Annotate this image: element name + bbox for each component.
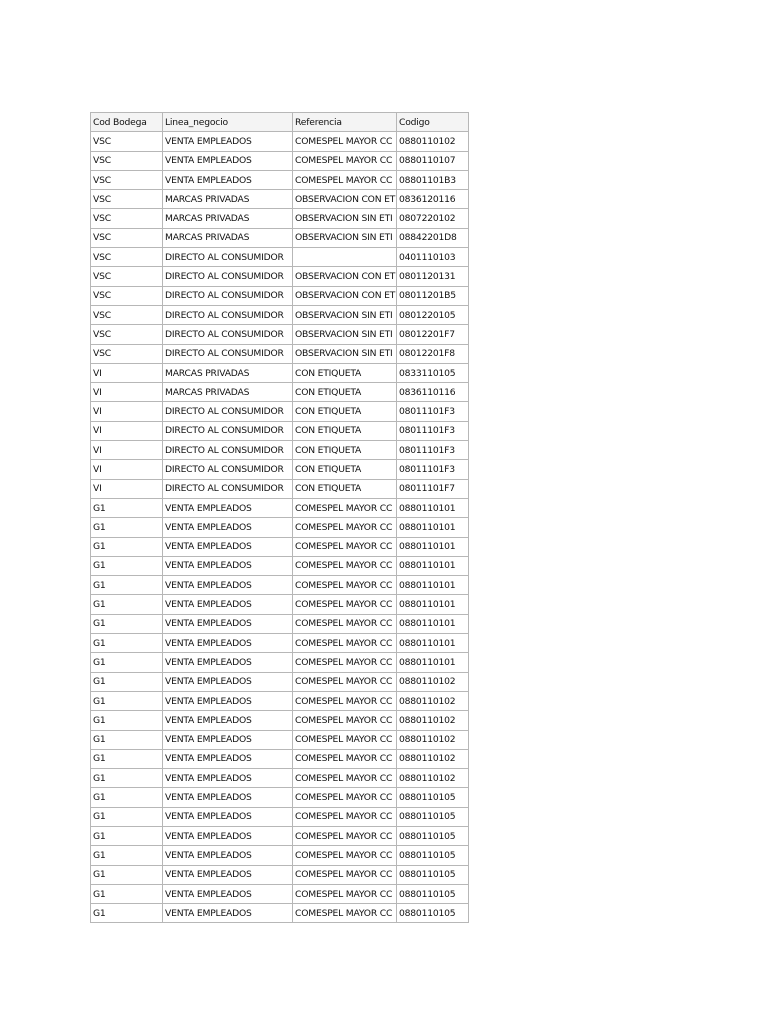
- referencia-cell: OBSERVACION SIN ETI: [293, 325, 397, 344]
- codigo-cell: 0880110101: [397, 498, 469, 517]
- table-row: [91, 267, 469, 286]
- referencia-cell: OBSERVACION CON ET: [293, 190, 397, 209]
- codigo-cell: 0880110102: [397, 132, 469, 151]
- codigo-cell: 0880110102: [397, 672, 469, 691]
- table-row: [91, 576, 469, 595]
- referencia-cell: COMESPEL MAYOR CC: [293, 556, 397, 575]
- linea-negocio-cell: DIRECTO AL CONSUMIDOR: [163, 460, 293, 479]
- header-codigo: Codigo: [397, 113, 469, 132]
- cod-bodega-cell: VSC: [91, 344, 163, 363]
- referencia-cell: CON ETIQUETA: [293, 383, 397, 402]
- cod-bodega-cell: VSC: [91, 132, 163, 151]
- table-row: [91, 846, 469, 865]
- referencia-cell: COMESPEL MAYOR CC: [293, 170, 397, 189]
- referencia-cell: COMESPEL MAYOR CC: [293, 807, 397, 826]
- table-row: [91, 248, 469, 267]
- referencia-cell: COMESPEL MAYOR CC: [293, 653, 397, 672]
- linea-negocio-cell: VENTA EMPLEADOS: [163, 711, 293, 730]
- linea-negocio-cell: VENTA EMPLEADOS: [163, 537, 293, 556]
- referencia-cell: CON ETIQUETA: [293, 363, 397, 382]
- linea-negocio-cell: DIRECTO AL CONSUMIDOR: [163, 402, 293, 421]
- referencia-cell: COMESPEL MAYOR CC: [293, 691, 397, 710]
- referencia-cell: COMESPEL MAYOR CC: [293, 595, 397, 614]
- referencia-cell: COMESPEL MAYOR CC: [293, 730, 397, 749]
- cod-bodega-cell: VI: [91, 363, 163, 382]
- cod-bodega-cell: G1: [91, 807, 163, 826]
- linea-negocio-cell: VENTA EMPLEADOS: [163, 576, 293, 595]
- cod-bodega-cell: VSC: [91, 190, 163, 209]
- linea-negocio-cell: VENTA EMPLEADOS: [163, 730, 293, 749]
- linea-negocio-cell: VENTA EMPLEADOS: [163, 884, 293, 903]
- referencia-cell: OBSERVACION CON ET: [293, 267, 397, 286]
- codigo-cell: 0836120116: [397, 190, 469, 209]
- linea-negocio-cell: VENTA EMPLEADOS: [163, 498, 293, 517]
- linea-negocio-cell: VENTA EMPLEADOS: [163, 132, 293, 151]
- codigo-cell: 08011101F7: [397, 479, 469, 498]
- table-row: [91, 826, 469, 845]
- codigo-cell: 08011101F3: [397, 460, 469, 479]
- codigo-cell: 08011101F3: [397, 441, 469, 460]
- referencia-cell: COMESPEL MAYOR CC: [293, 769, 397, 788]
- linea-negocio-cell: VENTA EMPLEADOS: [163, 846, 293, 865]
- linea-negocio-cell: VENTA EMPLEADOS: [163, 691, 293, 710]
- codigo-cell: 0807220102: [397, 209, 469, 228]
- cod-bodega-cell: VSC: [91, 209, 163, 228]
- linea-negocio-cell: VENTA EMPLEADOS: [163, 788, 293, 807]
- codigo-cell: 0880110101: [397, 653, 469, 672]
- codigo-cell: 08012201F8: [397, 344, 469, 363]
- linea-negocio-cell: DIRECTO AL CONSUMIDOR: [163, 421, 293, 440]
- table-row: [91, 402, 469, 421]
- referencia-cell: COMESPEL MAYOR CC: [293, 614, 397, 633]
- cod-bodega-cell: G1: [91, 691, 163, 710]
- codigo-cell: 0801120131: [397, 267, 469, 286]
- linea-negocio-cell: MARCAS PRIVADAS: [163, 209, 293, 228]
- cod-bodega-cell: G1: [91, 865, 163, 884]
- table-row: [91, 441, 469, 460]
- codigo-cell: 08012201F7: [397, 325, 469, 344]
- referencia-cell: COMESPEL MAYOR CC: [293, 904, 397, 923]
- linea-negocio-cell: VENTA EMPLEADOS: [163, 672, 293, 691]
- linea-negocio-cell: DIRECTO AL CONSUMIDOR: [163, 286, 293, 305]
- cod-bodega-cell: G1: [91, 653, 163, 672]
- cod-bodega-cell: G1: [91, 556, 163, 575]
- codigo-cell: 0801220105: [397, 305, 469, 324]
- linea-negocio-cell: VENTA EMPLEADOS: [163, 807, 293, 826]
- codigo-cell: 0880110101: [397, 614, 469, 633]
- cod-bodega-cell: VI: [91, 421, 163, 440]
- codigo-cell: 0880110105: [397, 904, 469, 923]
- table-row: [91, 132, 469, 151]
- cod-bodega-cell: G1: [91, 518, 163, 537]
- table-row: [91, 460, 469, 479]
- linea-negocio-cell: VENTA EMPLEADOS: [163, 826, 293, 845]
- codigo-cell: 0880110105: [397, 865, 469, 884]
- referencia-cell: CON ETIQUETA: [293, 441, 397, 460]
- cod-bodega-cell: VSC: [91, 286, 163, 305]
- linea-negocio-cell: DIRECTO AL CONSUMIDOR: [163, 479, 293, 498]
- table-row: [91, 788, 469, 807]
- table-row: [91, 634, 469, 653]
- header-cod-bodega: Cod Bodega: [91, 113, 163, 132]
- cod-bodega-cell: VSC: [91, 325, 163, 344]
- data-table: [90, 112, 469, 923]
- table-row: [91, 344, 469, 363]
- table-row: [91, 749, 469, 768]
- referencia-cell: COMESPEL MAYOR CC: [293, 498, 397, 517]
- linea-negocio-cell: MARCAS PRIVADAS: [163, 190, 293, 209]
- cod-bodega-cell: VSC: [91, 305, 163, 324]
- linea-negocio-cell: MARCAS PRIVADAS: [163, 363, 293, 382]
- codigo-cell: 0880110101: [397, 634, 469, 653]
- codigo-cell: 0880110102: [397, 691, 469, 710]
- cod-bodega-cell: G1: [91, 884, 163, 903]
- table-row: [91, 190, 469, 209]
- table-row: [91, 151, 469, 170]
- codigo-cell: 0836110116: [397, 383, 469, 402]
- codigo-cell: 0880110105: [397, 884, 469, 903]
- table-row: [91, 769, 469, 788]
- codigo-cell: 0880110101: [397, 556, 469, 575]
- table-row: [91, 730, 469, 749]
- linea-negocio-cell: VENTA EMPLEADOS: [163, 904, 293, 923]
- codigo-cell: 0880110102: [397, 769, 469, 788]
- cod-bodega-cell: G1: [91, 826, 163, 845]
- referencia-cell: COMESPEL MAYOR CC: [293, 788, 397, 807]
- codigo-cell: 0880110105: [397, 807, 469, 826]
- codigo-cell: 0833110105: [397, 363, 469, 382]
- codigo-cell: 0880110101: [397, 537, 469, 556]
- cod-bodega-cell: G1: [91, 672, 163, 691]
- table-row: [91, 363, 469, 382]
- referencia-cell: COMESPEL MAYOR CC: [293, 884, 397, 903]
- linea-negocio-cell: DIRECTO AL CONSUMIDOR: [163, 441, 293, 460]
- cod-bodega-cell: G1: [91, 730, 163, 749]
- referencia-cell: COMESPEL MAYOR CC: [293, 826, 397, 845]
- codigo-cell: 08011101F3: [397, 402, 469, 421]
- linea-negocio-cell: VENTA EMPLEADOS: [163, 769, 293, 788]
- table-row: [91, 383, 469, 402]
- codigo-cell: 08011201B5: [397, 286, 469, 305]
- linea-negocio-cell: DIRECTO AL CONSUMIDOR: [163, 325, 293, 344]
- linea-negocio-cell: DIRECTO AL CONSUMIDOR: [163, 248, 293, 267]
- table-header: [91, 113, 469, 132]
- cod-bodega-cell: G1: [91, 711, 163, 730]
- cod-bodega-cell: G1: [91, 634, 163, 653]
- cod-bodega-cell: VI: [91, 383, 163, 402]
- linea-negocio-cell: VENTA EMPLEADOS: [163, 865, 293, 884]
- table-row: [91, 305, 469, 324]
- cod-bodega-cell: VI: [91, 402, 163, 421]
- referencia-cell: OBSERVACION SIN ETI: [293, 228, 397, 247]
- referencia-cell: COMESPEL MAYOR CC: [293, 749, 397, 768]
- referencia-cell: COMESPEL MAYOR CC: [293, 537, 397, 556]
- cod-bodega-cell: G1: [91, 614, 163, 633]
- cod-bodega-cell: G1: [91, 576, 163, 595]
- table-row: [91, 672, 469, 691]
- codigo-cell: 0880110105: [397, 846, 469, 865]
- table-row: [91, 711, 469, 730]
- referencia-cell: CON ETIQUETA: [293, 460, 397, 479]
- cod-bodega-cell: VI: [91, 460, 163, 479]
- codigo-cell: 0880110101: [397, 595, 469, 614]
- codigo-cell: 0880110102: [397, 749, 469, 768]
- table-row: [91, 228, 469, 247]
- linea-negocio-cell: DIRECTO AL CONSUMIDOR: [163, 267, 293, 286]
- cod-bodega-cell: G1: [91, 537, 163, 556]
- table-row: [91, 865, 469, 884]
- cod-bodega-cell: G1: [91, 788, 163, 807]
- linea-negocio-cell: VENTA EMPLEADOS: [163, 653, 293, 672]
- referencia-cell: COMESPEL MAYOR CC: [293, 711, 397, 730]
- cod-bodega-cell: G1: [91, 769, 163, 788]
- referencia-cell: OBSERVACION SIN ETI: [293, 344, 397, 363]
- cod-bodega-cell: VSC: [91, 248, 163, 267]
- table-row: [91, 884, 469, 903]
- header-row: [91, 113, 469, 132]
- referencia-cell: COMESPEL MAYOR CC: [293, 576, 397, 595]
- table-row: [91, 614, 469, 633]
- table-row: [91, 518, 469, 537]
- table-row: [91, 170, 469, 189]
- codigo-cell: 08842201D8: [397, 228, 469, 247]
- linea-negocio-cell: VENTA EMPLEADOS: [163, 170, 293, 189]
- linea-negocio-cell: MARCAS PRIVADAS: [163, 228, 293, 247]
- table-row: [91, 286, 469, 305]
- cod-bodega-cell: G1: [91, 749, 163, 768]
- cod-bodega-cell: VSC: [91, 151, 163, 170]
- cod-bodega-cell: VI: [91, 479, 163, 498]
- table-row: [91, 595, 469, 614]
- linea-negocio-cell: VENTA EMPLEADOS: [163, 595, 293, 614]
- linea-negocio-cell: VENTA EMPLEADOS: [163, 749, 293, 768]
- codigo-cell: 0880110105: [397, 788, 469, 807]
- table-row: [91, 556, 469, 575]
- cod-bodega-cell: G1: [91, 904, 163, 923]
- cod-bodega-cell: VSC: [91, 267, 163, 286]
- referencia-cell: COMESPEL MAYOR CC: [293, 846, 397, 865]
- codigo-cell: 0880110101: [397, 518, 469, 537]
- table-row: [91, 479, 469, 498]
- codigo-cell: 0880110102: [397, 730, 469, 749]
- table-row: [91, 421, 469, 440]
- referencia-cell: COMESPEL MAYOR CC: [293, 672, 397, 691]
- referencia-cell: CON ETIQUETA: [293, 479, 397, 498]
- referencia-cell: OBSERVACION SIN ETI: [293, 305, 397, 324]
- table-row: [91, 807, 469, 826]
- codigo-cell: 0880110101: [397, 576, 469, 595]
- linea-negocio-cell: VENTA EMPLEADOS: [163, 151, 293, 170]
- cod-bodega-cell: G1: [91, 846, 163, 865]
- table-body: [91, 132, 469, 923]
- referencia-cell: COMESPEL MAYOR CC: [293, 132, 397, 151]
- referencia-cell: CON ETIQUETA: [293, 421, 397, 440]
- table-row: [91, 209, 469, 228]
- cod-bodega-cell: VSC: [91, 170, 163, 189]
- codigo-cell: 08801101B3: [397, 170, 469, 189]
- referencia-cell: COMESPEL MAYOR CC: [293, 865, 397, 884]
- linea-negocio-cell: VENTA EMPLEADOS: [163, 634, 293, 653]
- referencia-cell: COMESPEL MAYOR CC: [293, 518, 397, 537]
- referencia-cell: OBSERVACION CON ET: [293, 286, 397, 305]
- linea-negocio-cell: DIRECTO AL CONSUMIDOR: [163, 305, 293, 324]
- header-linea-negocio: Linea_negocio: [163, 113, 293, 132]
- linea-negocio-cell: VENTA EMPLEADOS: [163, 614, 293, 633]
- cod-bodega-cell: VSC: [91, 228, 163, 247]
- codigo-cell: 0401110103: [397, 248, 469, 267]
- codigo-cell: 0880110102: [397, 711, 469, 730]
- linea-negocio-cell: VENTA EMPLEADOS: [163, 518, 293, 537]
- referencia-cell: COMESPEL MAYOR CC: [293, 634, 397, 653]
- referencia-cell: OBSERVACION SIN ETI: [293, 209, 397, 228]
- cod-bodega-cell: G1: [91, 498, 163, 517]
- table-row: [91, 653, 469, 672]
- linea-negocio-cell: DIRECTO AL CONSUMIDOR: [163, 344, 293, 363]
- codigo-cell: 0880110107: [397, 151, 469, 170]
- referencia-cell: CON ETIQUETA: [293, 402, 397, 421]
- linea-negocio-cell: MARCAS PRIVADAS: [163, 383, 293, 402]
- cod-bodega-cell: G1: [91, 595, 163, 614]
- cod-bodega-cell: VI: [91, 441, 163, 460]
- table-row: [91, 498, 469, 517]
- table-row: [91, 537, 469, 556]
- header-referencia: Referencia: [293, 113, 397, 132]
- linea-negocio-cell: VENTA EMPLEADOS: [163, 556, 293, 575]
- codigo-cell: 08011101F3: [397, 421, 469, 440]
- referencia-cell: [293, 248, 397, 267]
- referencia-cell: COMESPEL MAYOR CC: [293, 151, 397, 170]
- table-row: [91, 691, 469, 710]
- table-row: [91, 325, 469, 344]
- table-row: [91, 904, 469, 923]
- codigo-cell: 0880110105: [397, 826, 469, 845]
